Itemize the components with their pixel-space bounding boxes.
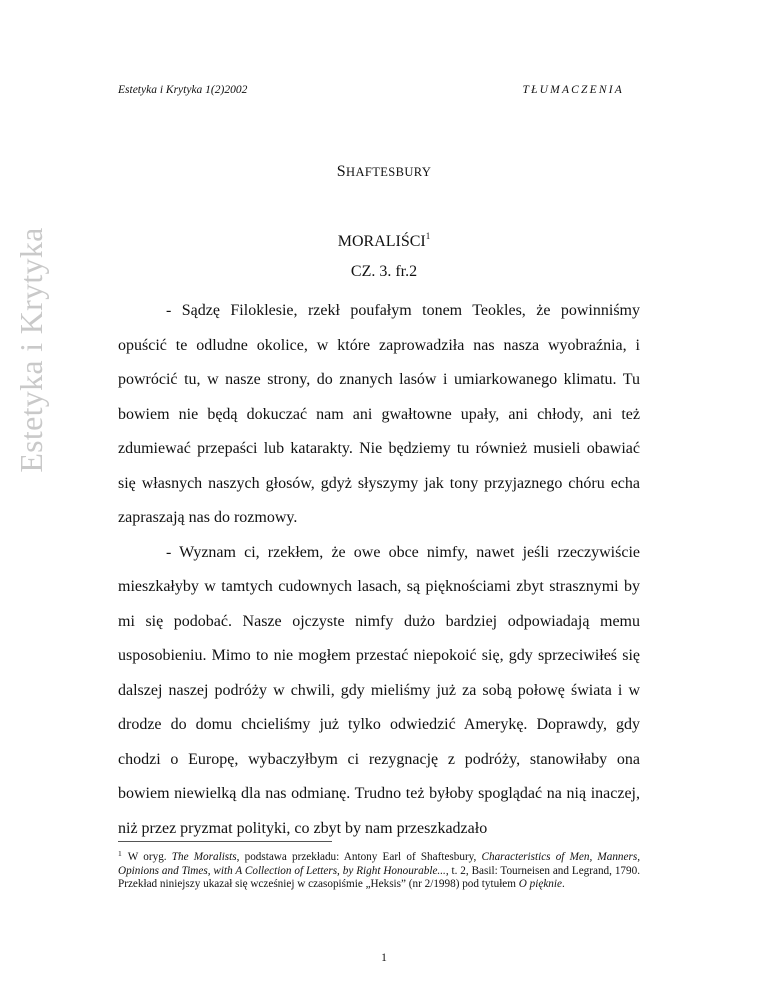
page-number: 1: [381, 952, 387, 964]
work-title: [0, 231, 768, 251]
author-rest: HAFTESBURY: [346, 165, 432, 179]
author-initial: S: [336, 163, 347, 180]
paragraph: - Sądzę Filoklesie, rzekł poufałym tonem Teokles, że powinniśmy opuścić te odludne okolice, w które zaprowadziła nas nasza wyobraźnia, i powrócić tu, w nasze strony, do znanych lasów i umiarkowanego klimatu. Tu bowiem nie będą dokuczać nam ani gwałtowne upały, ani chłody, ani też zdumiewać przepaści lub katarakty. Nie będziemy tu również musieli obawiać się własnych naszych głosów, gdyż słyszymy jak tony przyjaznego chóru echa zapraszają nas do rozmowy.: [118, 302, 640, 526]
footnote-italic-3: O pięknie: [518, 878, 562, 891]
footnote-text-2: , podstawa przekładu: Antony Earl of Shaftesbury,: [236, 851, 482, 863]
paragraph: - Wyznam ci, rzekłem, że owe obce nimfy, nawet jeśli rzeczywiście mieszkałyby w tamtych cudownych lasach, są pięknościami zbyt strasznymi by mi się podobać. Nasze ojczyste nimfy dużo bardziej odpowiadają memu usposobieniu. Mimo to nie mogłem przestać niepokoić się, gdy sprzeciwiłeś się dalszej naszej podróży w chwili, gdy mieliśmy już za sobą połowę świata i w drodze do domu chcieliśmy już tylko odwiedzić Amerykę. Doprawdy, gdy chodzi o Europę, wybaczyłbym ci rezygnację z podróży, stanowiłaby ona bowiem niewielką dla nas odmianę. Trudno też byłoby spoglądać na nią inaczej, niż przez pryzmat polityki, co zbyt by nam przeszkadzało: [118, 543, 640, 837]
footnote-text-4: .: [561, 878, 565, 891]
footnote-text-1: W oryg.: [127, 851, 172, 863]
author-name: [0, 163, 768, 181]
footnote-separator: [118, 841, 332, 842]
watermark-text: Estetyka i Krytyka: [13, 227, 49, 473]
main-text: [118, 294, 640, 846]
section-label: TŁUMACZENIA: [522, 84, 624, 96]
title-footnote-ref[interactable]: 1: [425, 231, 431, 241]
footnote-text-3: , t. 2, Basil: Tourneisen and Legrand, 1790. Przekład niniejszy ukazał się wcześniej w czasopiśmie „Heksis” (nr 2/1998) pod tytułem: [118, 864, 641, 891]
footnote-italic-2: Characteristics of Men, Manners, Opinions and Times, with A Collection of Letters, by Right Honourable...: [118, 851, 640, 877]
part-subtitle: CZ. 3. fr.2: [350, 263, 418, 280]
footnote: [118, 847, 640, 892]
footnote-italic-1: The Moralists: [171, 851, 237, 863]
title-text: MORALIŚCI: [337, 233, 426, 250]
journal-citation: Estetyka i Krytyka 1(2)2002: [118, 84, 248, 96]
running-header: [118, 84, 624, 100]
footnote-number: 1: [118, 849, 122, 858]
